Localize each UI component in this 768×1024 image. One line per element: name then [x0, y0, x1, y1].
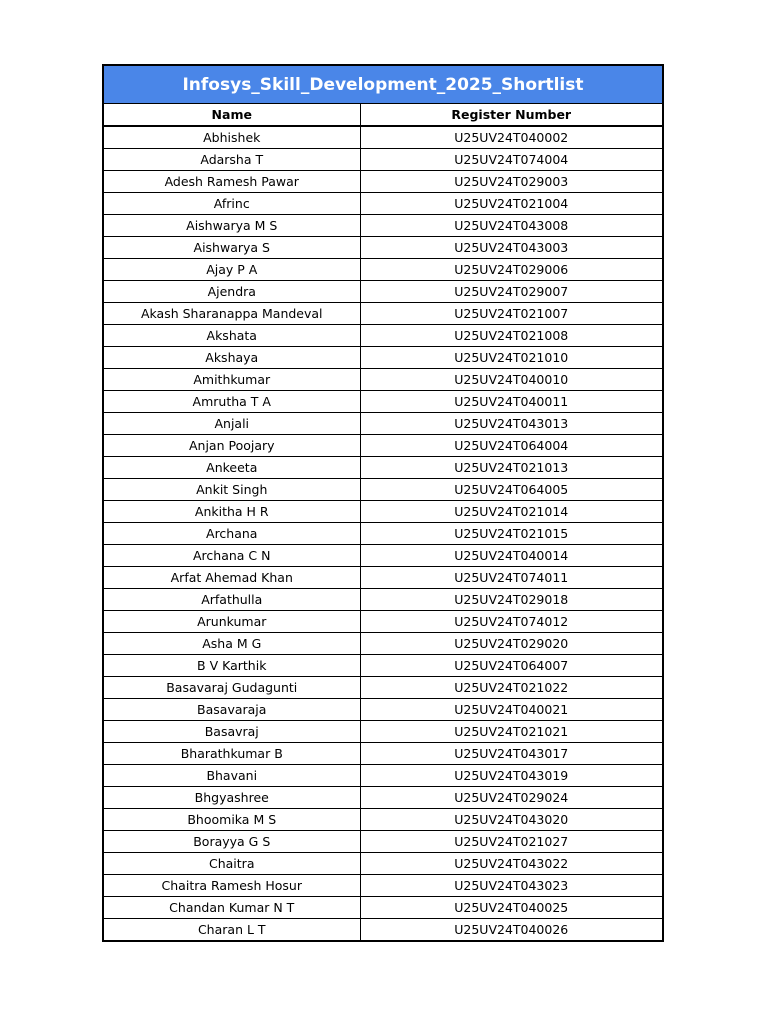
table-row [104, 545, 662, 567]
table-row [104, 479, 662, 501]
register-number-cell: U25UV24T040010 [360, 369, 662, 391]
table-row [104, 237, 662, 259]
table-row [104, 897, 662, 919]
table-row [104, 523, 662, 545]
name-cell: Asha M G [104, 633, 360, 655]
register-number-cell: U25UV24T074004 [360, 149, 662, 171]
name-cell: Akshata [104, 325, 360, 347]
register-number-cell: U25UV24T043013 [360, 413, 662, 435]
name-cell: Ajendra [104, 281, 360, 303]
register-number-cell: U25UV24T040026 [454, 921, 569, 937]
table-row [104, 567, 662, 589]
table-row [104, 501, 662, 523]
name-cell: Ankitha H R [104, 501, 360, 523]
name-cell: Bhavani [104, 765, 360, 787]
register-number-cell: U25UV24T074011 [360, 567, 662, 589]
column-header-register-number: Register Number [360, 104, 662, 126]
register-number-cell: U25UV24T029024 [360, 787, 662, 809]
register-number-cell: U25UV24T043019 [360, 765, 662, 787]
name-cell: Chaitra [104, 853, 360, 875]
register-number-cell: U25UV24T021004 [360, 193, 662, 215]
table-row [104, 457, 662, 479]
register-number-cell: U25UV24T029003 [360, 171, 662, 193]
name-cell: Akash Sharanappa Mandeval [104, 303, 360, 325]
register-number-cell: U25UV24T064005 [360, 479, 662, 501]
table-row [104, 765, 662, 787]
table-row [104, 919, 662, 941]
name-cell: Ankeeta [104, 457, 360, 479]
name-cell: Basavraj [104, 721, 360, 743]
register-number-cell: U25UV24T043008 [360, 215, 662, 237]
name-cell: Arfathulla [104, 589, 360, 611]
name-cell: Akshaya [104, 347, 360, 369]
table-row [104, 589, 662, 611]
register-number-cell: U25UV24T064004 [360, 435, 662, 457]
register-number-cell: U25UV24T043017 [360, 743, 662, 765]
register-number-cell: U25UV24T021010 [360, 347, 662, 369]
name-cell: Anjan Poojary [104, 435, 360, 457]
table-row [104, 259, 662, 281]
register-number-cell: U25UV24T040002 [360, 126, 662, 149]
table-row [104, 809, 662, 831]
table-row [104, 677, 662, 699]
name-cell: Amrutha T A [104, 391, 360, 413]
header-row [104, 104, 662, 126]
name-cell: Abhishek [104, 126, 360, 149]
register-number-cell: U25UV24T021021 [360, 721, 662, 743]
name-cell: Charan L T [104, 919, 360, 941]
table-row [104, 325, 662, 347]
name-cell: Aishwarya S [104, 237, 360, 259]
table-row [104, 413, 662, 435]
table-row [104, 611, 662, 633]
register-number-cell: U25UV24T021022 [360, 677, 662, 699]
name-cell: Ankit Singh [104, 479, 360, 501]
table-row [104, 303, 662, 325]
register-number-cell: U25UV24T040021 [360, 699, 662, 721]
register-number-cell: U25UV24T029018 [360, 589, 662, 611]
register-number-cell: U25UV24T043003 [360, 237, 662, 259]
table-row [104, 347, 662, 369]
register-number-cell: U25UV24T021007 [360, 303, 662, 325]
name-cell: Archana [104, 523, 360, 545]
table-row [104, 633, 662, 655]
table-row [104, 699, 662, 721]
table-row [104, 171, 662, 193]
register-number-cell: U25UV24T074012 [360, 611, 662, 633]
name-cell: Borayya G S [104, 831, 360, 853]
table-row [104, 743, 662, 765]
name-cell: Basavaraja [104, 699, 360, 721]
name-cell: Adesh Ramesh Pawar [104, 171, 360, 193]
register-number-cell: U25UV24T064007 [360, 655, 662, 677]
table-row [104, 149, 662, 171]
name-cell: Aishwarya M S [104, 215, 360, 237]
data-table [104, 104, 662, 940]
name-cell: Amithkumar [104, 369, 360, 391]
name-cell: Arfat Ahemad Khan [104, 567, 360, 589]
register-number-cell: U25UV24T029020 [360, 633, 662, 655]
name-cell: Afrinc [104, 193, 360, 215]
table-row [104, 435, 662, 457]
name-cell: Arunkumar [104, 611, 360, 633]
name-cell: Chandan Kumar N T [104, 897, 360, 919]
register-number-cell: U25UV24T040025 [360, 897, 662, 919]
register-number-cell: U25UV24T043022 [360, 853, 662, 875]
name-cell: Anjali [104, 413, 360, 435]
register-number-cell: U25UV24T043020 [360, 809, 662, 831]
table-row [104, 831, 662, 853]
register-number-cell: U25UV24T021014 [360, 501, 662, 523]
table-row [104, 281, 662, 303]
name-cell: Basavaraj Gudagunti [104, 677, 360, 699]
name-cell: Bhoomika M S [104, 809, 360, 831]
register-number-cell: U25UV24T021008 [360, 325, 662, 347]
table-row [104, 369, 662, 391]
name-cell: Bharathkumar B [104, 743, 360, 765]
register-number-cell: U25UV24T040011 [360, 391, 662, 413]
register-number-cell: U25UV24T021027 [360, 831, 662, 853]
table-row [104, 853, 662, 875]
table-row [104, 655, 662, 677]
register-number-cell: U25UV24T021013 [360, 457, 662, 479]
name-cell: Adarsha T [104, 149, 360, 171]
table-row [104, 875, 662, 897]
table-row [104, 721, 662, 743]
name-cell: B V Karthik [104, 655, 360, 677]
table-row [104, 126, 662, 149]
register-number-cell: U25UV24T040014 [360, 545, 662, 567]
name-cell: Chaitra Ramesh Hosur [104, 875, 360, 897]
register-number-cell: U25UV24T029006 [360, 259, 662, 281]
register-number-cell: U25UV24T043023 [360, 875, 662, 897]
document-title: Infosys_Skill_Development_2025_Shortlist [104, 66, 662, 104]
name-cell: Archana C N [104, 545, 360, 567]
column-header-name: Name [104, 104, 360, 126]
table-row [104, 193, 662, 215]
table-row [104, 215, 662, 237]
register-number-cell: U25UV24T021015 [360, 523, 662, 545]
register-number-cell: U25UV24T029007 [360, 281, 662, 303]
shortlist-table [102, 64, 664, 942]
name-cell: Bhgyashree [104, 787, 360, 809]
table-row [104, 391, 662, 413]
table-row [104, 787, 662, 809]
name-cell: Ajay P A [104, 259, 360, 281]
